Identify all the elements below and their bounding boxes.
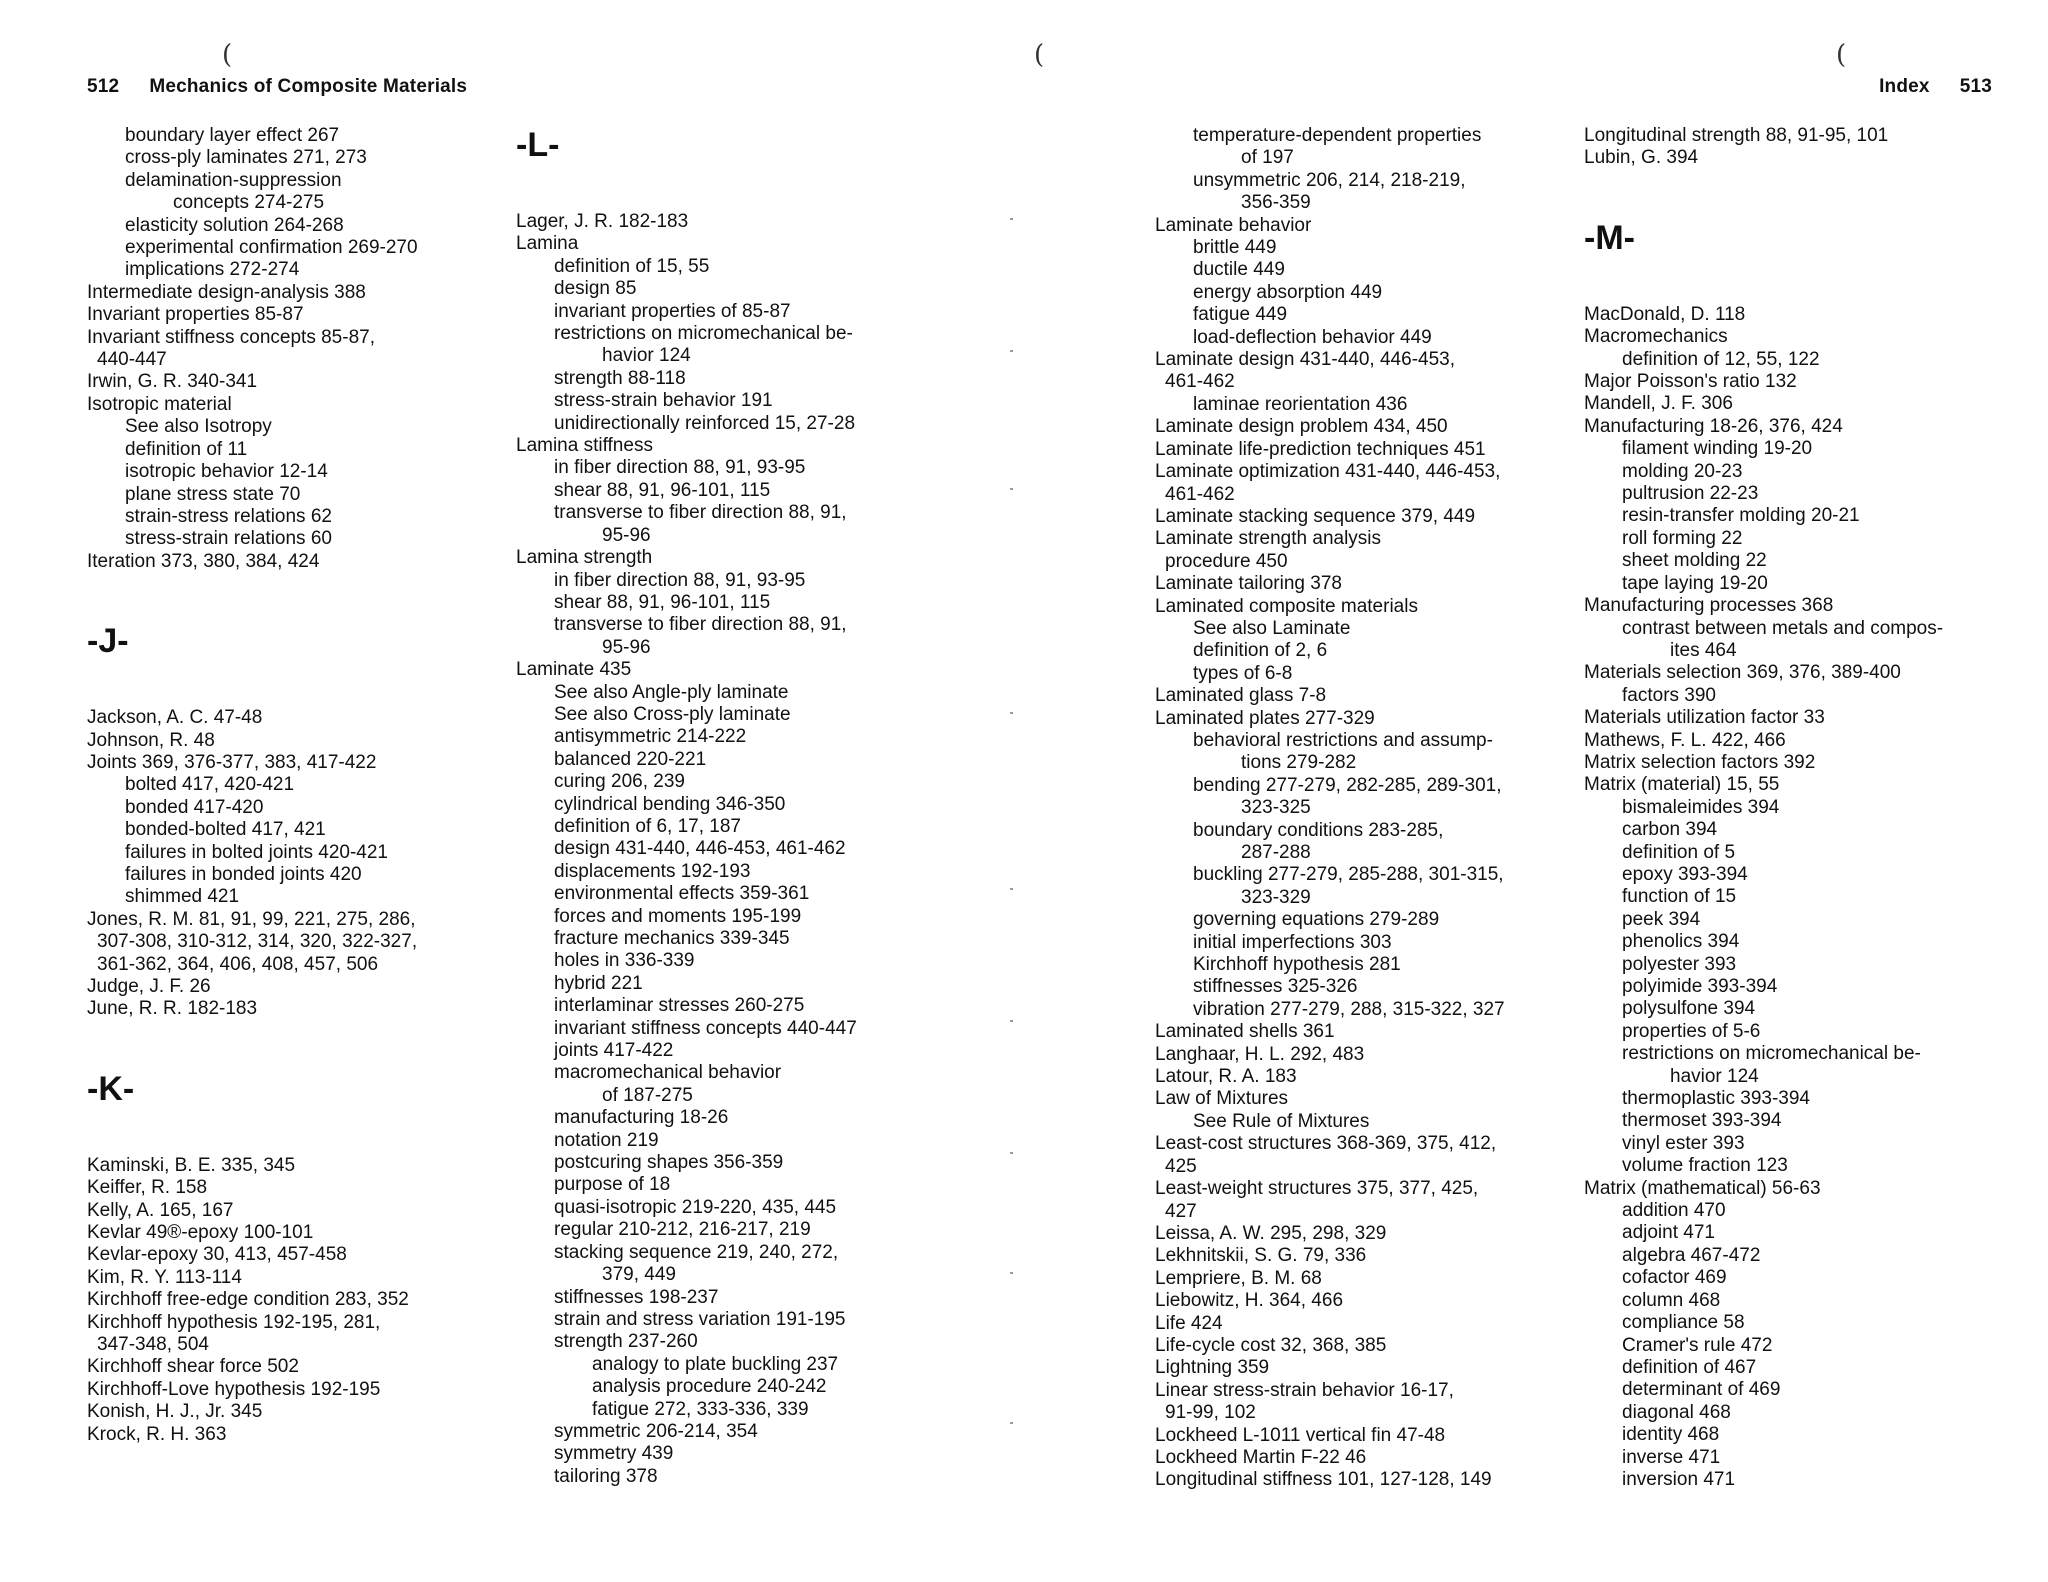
index-subentry: manufacturing 18-26 (554, 1107, 729, 1129)
index-subentry: definition of 467 (1622, 1356, 1757, 1378)
index-entry: Laminate 435 (516, 659, 632, 681)
page-header (1879, 76, 1992, 98)
index-subentry: temperature-dependent properties (1193, 125, 1482, 146)
index-entry: Manufacturing processes 368 (1584, 595, 1834, 617)
index-subentry: macromechanical behavior (554, 1062, 782, 1084)
index-entry: Lightning 359 (1155, 1357, 1270, 1379)
index-subentry: boundary layer effect 267 (125, 125, 340, 146)
index-subentry: restrictions on micromechanical be- (554, 323, 853, 345)
index-entry-continuation: 427 (1165, 1200, 1197, 1222)
index-entry: Lekhnitskii, S. G. 79, 336 (1155, 1245, 1367, 1267)
index-entry: MacDonald, D. 118 (1584, 303, 1746, 325)
index-entry: Least-weight structures 375, 377, 425, (1155, 1178, 1479, 1200)
index-subentry: experimental confirmation 269-270 (125, 237, 418, 259)
index-subentry: polyester 393 (1622, 953, 1737, 975)
page-header (87, 76, 467, 98)
index-entry: Mandell, J. F. 306 (1584, 393, 1733, 415)
index-subentry: design 85 (554, 278, 637, 300)
index-entry: Invariant properties 85-87 (87, 304, 304, 326)
index-subentry: phenolics 394 (1622, 931, 1740, 953)
index-entry: Lamina (516, 233, 579, 255)
index-entry: Least-cost structures 368-369, 375, 412, (1155, 1133, 1497, 1155)
index-subentry: in fiber direction 88, 91, 93-95 (554, 569, 806, 591)
index-subentry: See also Isotropy (125, 416, 272, 438)
index-subentry: boundary conditions 283-285, (1193, 819, 1444, 841)
index-entry-continuation: 440-447 (97, 349, 167, 371)
index-subentry: governing equations 279-289 (1193, 909, 1440, 931)
index-subentry: inversion 471 (1622, 1468, 1736, 1490)
index-entry-continuation: 323-329 (1241, 886, 1311, 908)
index-subentry: notation 219 (554, 1129, 659, 1151)
index-entry-continuation: 95-96 (602, 524, 651, 546)
index-subentry: peek 394 (1622, 908, 1701, 930)
index-entry-continuation: 461-462 (1165, 483, 1235, 505)
index-subentry: definition of 15, 55 (554, 255, 710, 277)
index-entry: Judge, J. F. 26 (87, 976, 211, 997)
index-entry: Liebowitz, H. 364, 466 (1155, 1290, 1344, 1312)
index-subentry: ductile 449 (1193, 259, 1285, 281)
index-entry: Manufacturing 18-26, 376, 424 (1584, 415, 1843, 437)
index-entry-continuation: 95-96 (602, 636, 651, 658)
index-entry: Intermediate design-analysis 388 (87, 281, 366, 303)
index-subentry: shimmed 421 (125, 886, 240, 908)
index-entry: Laminate tailoring 378 (1155, 573, 1342, 595)
index-subentry: stress-strain relations 60 (125, 528, 332, 550)
index-entry: Law of Mixtures (1155, 1088, 1289, 1110)
index-subentry: failures in bonded joints 420 (125, 863, 362, 885)
index-entry: Keiffer, R. 158 (87, 1177, 208, 1199)
index-subentry: analogy to plate buckling 237 (592, 1353, 839, 1375)
index-entry: Langhaar, H. L. 292, 483 (1155, 1043, 1365, 1065)
index-entry-continuation: 425 (1165, 1155, 1197, 1177)
index-subentry: bonded 417-420 (125, 796, 264, 818)
index-subentry: strength 237-260 (554, 1331, 698, 1353)
index-entry: Johnson, R. 48 (87, 729, 215, 751)
index-subentry: factors 390 (1622, 684, 1716, 706)
index-entry-continuation: 91-99, 102 (1165, 1402, 1256, 1424)
running-head: Index (1879, 76, 1930, 97)
index-subentry: antisymmetric 214-222 (554, 726, 747, 748)
index-entry-continuation: 347-348, 504 (97, 1334, 209, 1356)
index-subentry: invariant stiffness concepts 440-447 (554, 1017, 857, 1039)
index-subentry: quasi-isotropic 219-220, 435, 445 (554, 1196, 837, 1218)
index-subentry: implications 272-274 (125, 259, 300, 281)
index-entry: Konish, H. J., Jr. 345 (87, 1401, 263, 1423)
index-subentry: contrast between metals and compos- (1622, 617, 1944, 639)
index-entry: Laminate optimization 431-440, 446-453, (1155, 461, 1501, 483)
index-subentry: thermoset 393-394 (1622, 1110, 1782, 1132)
index-subentry: Kirchhoff hypothesis 281 (1193, 954, 1401, 976)
index-subentry: stress-strain behavior 191 (554, 390, 773, 412)
index-subentry: design 431-440, 446-453, 461-462 (554, 838, 846, 860)
index-subentry: energy absorption 449 (1193, 281, 1383, 303)
index-subentry: transverse to fiber direction 88, 91, (554, 502, 847, 524)
index-subentry: See Rule of Mixtures (1193, 1110, 1370, 1132)
index-entry: Laminate design 431-440, 446-453, (1155, 349, 1456, 371)
index-subentry: elasticity solution 264-268 (125, 214, 344, 236)
index-subentry: strain-stress relations 62 (125, 505, 332, 527)
index-subentry: carbon 394 (1622, 819, 1718, 841)
index-entry: Lockheed Martin F-22 46 (1155, 1446, 1367, 1468)
section-letter: -K- (87, 1069, 135, 1108)
index-entry-continuation: of 197 (1241, 147, 1294, 169)
index-subentry: fatigue 272, 333-336, 339 (592, 1398, 809, 1420)
index-entry-continuation: concepts 274-275 (173, 192, 325, 214)
index-entry-continuation: tions 279-282 (1241, 752, 1357, 774)
index-subentry: adjoint 471 (1622, 1222, 1715, 1244)
index-subentry: strain and stress variation 191-195 (554, 1308, 846, 1330)
index-subentry: forces and moments 195-199 (554, 905, 802, 927)
index-subentry: epoxy 393-394 (1622, 863, 1748, 885)
index-entry: June, R. R. 182-183 (87, 998, 258, 1020)
index-subentry: See also Laminate (1193, 617, 1351, 639)
index-entry: Invariant stiffness concepts 85-87, (87, 326, 375, 348)
index-column (87, 125, 418, 1446)
index-subentry: vibration 277-279, 288, 315-322, 327 (1193, 998, 1505, 1020)
index-entry: Kaminski, B. E. 335, 345 (87, 1154, 296, 1176)
index-subentry: roll forming 22 (1622, 527, 1743, 549)
index-subentry: definition of 5 (1622, 841, 1736, 863)
section-letter: -J- (87, 622, 129, 661)
index-entry: Kim, R. Y. 113-114 (87, 1266, 242, 1288)
index-subentry: vinyl ester 393 (1622, 1132, 1745, 1154)
index-subentry: thermoplastic 393-394 (1622, 1088, 1810, 1110)
index-subentry: function of 15 (1622, 886, 1737, 908)
index-entry: Kirchhoff shear force 502 (87, 1356, 299, 1378)
section-letter: -M- (1584, 218, 1635, 257)
index-entry: Matrix (material) 15, 55 (1584, 774, 1780, 796)
index-subentry: regular 210-212, 216-217, 219 (554, 1219, 811, 1241)
index-entry: Lamina strength (516, 547, 653, 569)
index-entry: Materials selection 369, 376, 389-400 (1584, 662, 1901, 684)
index-entry-continuation: 379, 449 (602, 1264, 676, 1286)
index-subentry: shear 88, 91, 96-101, 115 (554, 479, 771, 501)
index-entry: Lubin, G. 394 (1584, 147, 1699, 169)
index-subentry: stacking sequence 219, 240, 272, (554, 1241, 839, 1263)
index-column (516, 125, 857, 1488)
index-entry: Longitudinal strength 88, 91-95, 101 (1584, 125, 1889, 146)
index-subentry: cross-ply laminates 271, 273 (125, 147, 367, 169)
index-subentry: molding 20-23 (1622, 460, 1743, 482)
index-subentry: invariant properties of 85-87 (554, 300, 791, 322)
index-entry: Laminated glass 7-8 (1155, 685, 1327, 707)
index-entry-continuation: of 187-275 (602, 1084, 693, 1106)
index-subentry: failures in bolted joints 420-421 (125, 841, 389, 863)
index-entry: Leissa, A. W. 295, 298, 329 (1155, 1222, 1387, 1244)
index-subentry: tailoring 378 (554, 1465, 658, 1487)
index-subentry: buckling 277-279, 285-288, 301-315, (1193, 864, 1504, 886)
index-entry-continuation: 356-359 (1241, 192, 1311, 214)
index-entry: Latour, R. A. 183 (1155, 1066, 1297, 1088)
index-subentry: transverse to fiber direction 88, 91, (554, 614, 847, 636)
index-subentry: restrictions on micromechanical be- (1622, 1043, 1921, 1065)
index-entry: Kirchhoff free-edge condition 283, 352 (87, 1289, 409, 1311)
index-subentry: behavioral restrictions and assump- (1193, 729, 1493, 751)
index-subentry: addition 470 (1622, 1200, 1726, 1222)
gutter-mark: ( (1034, 40, 1045, 70)
index-entry: Lager, J. R. 182-183 (516, 211, 689, 232)
running-head: Mechanics of Composite Materials (149, 76, 468, 97)
index-entry: Isotropic material (87, 393, 232, 415)
index-subentry: identity 468 (1622, 1424, 1720, 1446)
index-subentry: laminae reorientation 436 (1193, 393, 1408, 415)
index-subentry: bonded-bolted 417, 421 (125, 819, 326, 841)
index-entry: Krock, R. H. 363 (87, 1423, 227, 1445)
index-subentry: in fiber direction 88, 91, 93-95 (554, 457, 806, 479)
index-subentry: pultrusion 22-23 (1622, 483, 1759, 505)
index-subentry: fracture mechanics 339-345 (554, 928, 790, 949)
index-entry: Longitudinal stiffness 101, 127-128, 149 (1155, 1469, 1492, 1491)
index-subentry: interlaminar stresses 260-275 (554, 995, 805, 1017)
index-entry: Kevlar-epoxy 30, 413, 457-458 (87, 1244, 347, 1266)
index-subentry: analysis procedure 240-242 (592, 1376, 827, 1398)
index-subentry: types of 6-8 (1193, 662, 1293, 684)
index-subentry: algebra 467-472 (1622, 1244, 1761, 1266)
index-entry: Laminate stacking sequence 379, 449 (1155, 505, 1476, 527)
index-subentry: curing 206, 239 (554, 771, 685, 793)
index-subentry: initial imperfections 303 (1193, 931, 1392, 953)
index-subentry: tape laying 19-20 (1622, 572, 1768, 594)
index-subentry: fatigue 449 (1193, 304, 1288, 326)
index-subentry: environmental effects 359-361 (554, 883, 810, 905)
index-entry-continuation: havior 124 (1670, 1065, 1759, 1087)
index-subentry: hybrid 221 (554, 972, 643, 994)
index-entry: Kirchhoff hypothesis 192-195, 281, (87, 1311, 381, 1333)
index-subentry: isotropic behavior 12-14 (125, 461, 328, 483)
index-subentry: polysulfone 394 (1622, 998, 1756, 1020)
gutter-specks (1010, 200, 1024, 1450)
index-subentry: load-deflection behavior 449 (1193, 326, 1432, 348)
index-entry-continuation: 287-288 (1241, 842, 1311, 863)
index-subentry: unsymmetric 206, 214, 218-219, (1193, 169, 1466, 191)
index-entry: Macromechanics (1584, 326, 1728, 348)
index-column (1155, 125, 1505, 1492)
index-subentry: polyimide 393-394 (1622, 976, 1778, 997)
index-subentry: definition of 6, 17, 187 (554, 815, 741, 837)
index-entry: Laminated shells 361 (1155, 1021, 1335, 1043)
index-entry: Lockheed L-1011 vertical fin 47-48 (1155, 1424, 1446, 1446)
index-subentry: compliance 58 (1622, 1312, 1745, 1334)
index-subentry: strength 88-118 (554, 367, 686, 389)
index-subentry: postcuring shapes 356-359 (554, 1152, 784, 1174)
index-subentry: filament winding 19-20 (1622, 438, 1813, 460)
index-subentry: determinant of 469 (1622, 1379, 1781, 1401)
index-subentry: stiffnesses 325-326 (1193, 976, 1358, 998)
index-subentry: diagonal 468 (1622, 1401, 1731, 1423)
index-entry-continuation: procedure 450 (1165, 550, 1288, 572)
index-entry: Irwin, G. R. 340-341 (87, 371, 258, 393)
index-subentry: cylindrical bending 346-350 (554, 793, 786, 815)
index-subentry: See also Cross-ply laminate (554, 703, 791, 725)
index-entry: Kevlar 49®-epoxy 100-101 (87, 1222, 314, 1244)
index-subentry: bismaleimides 394 (1622, 796, 1780, 818)
index-subentry: definition of 11 (125, 438, 248, 460)
index-subentry: bending 277-279, 282-285, 289-301, (1193, 774, 1502, 796)
index-entry: Laminated plates 277-329 (1155, 707, 1375, 729)
index-entry: Laminate design problem 434, 450 (1155, 416, 1448, 438)
index-entry: Life-cycle cost 32, 368, 385 (1155, 1334, 1387, 1356)
index-subentry: brittle 449 (1193, 237, 1277, 259)
index-entry-continuation: 461-462 (1165, 371, 1235, 393)
index-entry: Iteration 373, 380, 384, 424 (87, 550, 320, 572)
index-subentry: unidirectionally reinforced 15, 27-28 (554, 412, 856, 434)
index-subentry: bolted 417, 420-421 (125, 774, 295, 796)
index-subentry: definition of 12, 55, 122 (1622, 348, 1820, 370)
index-entry-continuation: 307-308, 310-312, 314, 320, 322-327, (97, 931, 418, 953)
index-entry: Joints 369, 376-377, 383, 417-422 (87, 751, 377, 773)
index-subentry: column 468 (1622, 1289, 1721, 1311)
index-entry-continuation: havior 124 (602, 345, 691, 367)
index-entry: Laminate behavior (1155, 214, 1312, 236)
index-column (1584, 125, 1943, 1491)
margin-mark: ( (222, 40, 233, 70)
index-subentry: symmetry 439 (554, 1443, 674, 1465)
index-subentry: holes in 336-339 (554, 950, 695, 972)
index-subentry: joints 417-422 (554, 1040, 674, 1062)
index-subentry: purpose of 18 (554, 1174, 671, 1196)
index-subentry: sheet molding 22 (1622, 550, 1767, 572)
index-subentry: plane stress state 70 (125, 483, 301, 505)
index-entry: Kirchhoff-Love hypothesis 192-195 (87, 1378, 381, 1400)
index-entry: Matrix (mathematical) 56-63 (1584, 1177, 1821, 1199)
index-entry: Jones, R. M. 81, 91, 99, 221, 275, 286, (87, 908, 416, 930)
index-subentry: properties of 5-6 (1622, 1020, 1761, 1042)
index-subentry: delamination-suppression (125, 169, 342, 191)
index-entry: Life 424 (1155, 1312, 1223, 1334)
index-subentry: See also Angle-ply laminate (554, 681, 789, 703)
index-entry: Matrix selection factors 392 (1584, 751, 1816, 773)
index-subentry: definition of 2, 6 (1193, 640, 1328, 662)
index-subentry: displacements 192-193 (554, 860, 751, 882)
page-number: 512 (87, 76, 120, 97)
index-entry: Kelly, A. 165, 167 (87, 1199, 234, 1221)
index-entry: Laminate strength analysis (1155, 528, 1382, 550)
index-subentry: shear 88, 91, 96-101, 115 (554, 591, 771, 613)
right-page (1024, 0, 2048, 1582)
index-entry-continuation: ites 464 (1670, 639, 1737, 661)
index-entry: Materials utilization factor 33 (1584, 707, 1825, 729)
index-subentry: Cramer's rule 472 (1622, 1334, 1773, 1356)
index-entry-continuation: 323-325 (1241, 797, 1311, 819)
section-letter: -L- (516, 126, 560, 164)
index-subentry: cofactor 469 (1622, 1267, 1727, 1289)
index-entry: Laminate life-prediction techniques 451 (1155, 438, 1486, 460)
index-entry: Lempriere, B. M. 68 (1155, 1267, 1322, 1289)
index-subentry: inverse 471 (1622, 1446, 1721, 1468)
index-entry: Linear stress-strain behavior 16-17, (1155, 1379, 1454, 1401)
index-entry: Mathews, F. L. 422, 466 (1584, 729, 1786, 751)
index-entry-continuation: 361-362, 364, 406, 408, 457, 506 (97, 953, 379, 975)
margin-mark: ( (1836, 40, 1847, 70)
index-subentry: stiffnesses 198-237 (554, 1286, 719, 1308)
index-entry: Jackson, A. C. 47-48 (87, 707, 263, 729)
page-number: 513 (1959, 76, 1992, 97)
index-subentry: resin-transfer molding 20-21 (1622, 505, 1860, 527)
index-entry: Major Poisson's ratio 132 (1584, 371, 1797, 393)
index-entry: Laminated composite materials (1155, 595, 1418, 617)
index-subentry: symmetric 206-214, 354 (554, 1420, 758, 1442)
index-entry: Lamina stiffness (516, 435, 653, 457)
index-subentry: volume fraction 123 (1622, 1155, 1788, 1177)
index-subentry: balanced 220-221 (554, 748, 707, 770)
